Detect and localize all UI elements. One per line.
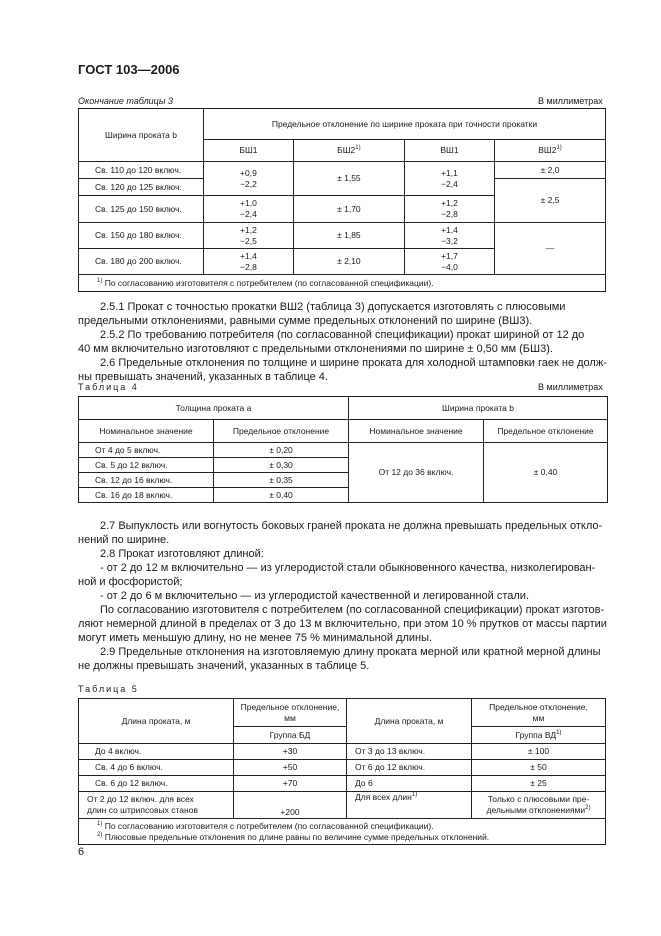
t4-sub-deviation: Предельное отклонение: [484, 420, 608, 443]
para-line: 2.7 Выпуклость или вогнутость боковых граней проката не должна превышать предельных откло-: [100, 520, 603, 532]
para-line: ной и фосфористой;: [78, 576, 183, 588]
page-number: 6: [78, 846, 85, 858]
t3-sub-vsh1: ВШ1: [404, 140, 494, 162]
t3-footnote: $^{1)}$ По согласованию изготовителя с потребителем (по согласованной спецификации).: [79, 275, 606, 292]
t5-dev-d: ± 50: [472, 760, 606, 776]
para-line: По согласованию изготовителя с потребителем (по согласованной спецификации) прокат изготов-: [100, 604, 605, 616]
t4-sub-deviation: Предельное отклонение: [214, 420, 349, 443]
t4-nominal: Св. 5 до 12 включ.: [79, 458, 214, 473]
t5-length-c: От 6 до 12 включ.: [347, 760, 472, 776]
t4-deviation: ± 0,35: [214, 473, 349, 488]
standard-title: ГОСТ 103—2006: [78, 62, 180, 77]
t3-bsh2: ± 2,10: [293, 249, 404, 275]
t5-group-vd: Группа ВД$^{1)}$: [472, 727, 606, 744]
t3-vsh1: +1,4 −3,2: [404, 223, 494, 249]
para-line: нений по ширине.: [78, 534, 170, 546]
t3-vsh1: +1,2 −2,8: [404, 196, 494, 223]
t5-length-a: От 2 до 12 включ. для всех длин со штрипсовых станов: [79, 792, 234, 819]
t5-length-c: До 6: [347, 776, 472, 792]
t4-sub-nominal: Номинальное значение: [79, 420, 214, 443]
t5-dev-d: ± 100: [472, 744, 606, 760]
t5-dev-b: +200: [234, 792, 347, 819]
t3-sub-vsh2: ВШ2$^{1)}$: [495, 140, 606, 162]
t4-sub-nominal: Номинальное значение: [349, 420, 484, 443]
t5-length-c: Для всех длин$^{1)}$: [347, 792, 472, 819]
t3-sub-bsh1: БШ1: [204, 140, 294, 162]
t5-dev-d: ± 25: [472, 776, 606, 792]
t4-nominal: Св. 12 до 16 включ.: [79, 473, 214, 488]
t3-bsh2: ± 1,70: [293, 196, 404, 223]
t5-length-a: Св. 4 до 6 включ.: [79, 760, 234, 776]
table3-caption: Окончание таблицы 3: [78, 96, 173, 106]
t4-deviation: ± 0,30: [214, 458, 349, 473]
table5-caption: Таблица 5: [78, 684, 139, 694]
para-line: 2.9 Предельные отклонения на изготовляемую длину проката мерной или кратной мерной длины: [100, 646, 601, 658]
t5-head-dev: Предельное отклонение, мм: [472, 699, 606, 727]
t3-vsh2: —: [495, 223, 606, 275]
para-line: 2.5.1 Прокат с точностью прокатки ВШ2 (таблица 3) допускается изготовлять с плюсовыми: [100, 301, 566, 313]
t4-head-width: Ширина проката b: [349, 397, 608, 420]
t5-length-a: До 4 включ.: [79, 744, 234, 760]
t5-length-c: От 3 до 13 включ.: [347, 744, 472, 760]
para-line: ны превышать значений, указанных в таблице 4.: [78, 371, 328, 383]
t5-head-length: Длина проката, м: [79, 699, 234, 744]
t4-width-nominal: От 12 до 36 включ.: [349, 443, 484, 503]
t3-vsh2: ± 2,5: [495, 179, 606, 223]
t4-width-deviation: ± 0,40: [484, 443, 608, 503]
para-line: не должны превышать значений, указанных в таблице 5.: [78, 660, 370, 672]
table4-units: В миллиметрах: [538, 382, 603, 392]
t5-footnotes: $^{1)}$ По согласованию изготовителя с потребителем (по согласованной спецификации). $^{2)}$ Плюсовые предельные отклонения по длине равны по величине сумме предельных отклонений.: [79, 819, 606, 845]
t5-group-bd: Группа БД: [234, 727, 347, 744]
t3-head-dev: Предельное отклонение по ширине проката при точности прокатки: [204, 109, 606, 140]
t4-deviation: ± 0,20: [214, 443, 349, 458]
t3-vsh1: +1,7 −4,0: [404, 249, 494, 275]
t3-bsh1: +1,2 −2,5: [204, 223, 294, 249]
t3-width: Св. 120 до 125 включ.: [79, 179, 204, 196]
t3-width: Св. 125 до 150 включ.: [79, 196, 204, 223]
paragraphs-2-7-2-9: [78, 519, 608, 673]
t3-bsh2: ± 1,85: [293, 223, 404, 249]
para-line: 40 мм включительно изготовляют с предельными отклонениями по ширине ± 0,50 мм (БШ3).: [78, 343, 553, 355]
table4-caption: Таблица 4: [78, 382, 139, 392]
t5-head-length: Длина проката, м: [347, 699, 472, 744]
t4-head-thickness: Толщина проката a: [79, 397, 349, 420]
para-line: 2.8 Прокат изготовляют длиной:: [100, 548, 264, 560]
table-3: [78, 108, 606, 292]
t3-vsh2: ± 2,0: [495, 162, 606, 179]
t5-dev-b: +30: [234, 744, 347, 760]
paragraphs-2-5: [78, 300, 608, 384]
t5-head-dev: Предельное отклонение, мм: [234, 699, 347, 727]
t5-dev-b: +70: [234, 776, 347, 792]
t3-bsh1: [204, 162, 294, 196]
t5-length-a: Св. 6 до 12 включ.: [79, 776, 234, 792]
para-line: - от 2 до 6 м включительно — из углеродистой качественной и легированной стали.: [100, 590, 529, 602]
table-5: [78, 698, 606, 845]
para-line: предельными отклонениями, равными сумме предельных отклонений по ширине (ВШ3).: [78, 315, 533, 327]
para-line: 2.5.2 По требованию потребителя (по согласованной спецификации) прокат шириной от 12 до: [100, 329, 585, 341]
para-line: ляют немерной длиной в пределах от 3 до 13 м включительно, при этом 10 % прутков от массы партии: [78, 618, 607, 630]
t5-dev-b: +50: [234, 760, 347, 776]
table3-units: В миллиметрах: [538, 96, 603, 106]
t3-width: Св. 110 до 120 включ.: [79, 162, 204, 179]
t4-deviation: ± 0,40: [214, 488, 349, 503]
t4-nominal: От 4 до 5 включ.: [79, 443, 214, 458]
t3-width: Св. 180 до 200 включ.: [79, 249, 204, 275]
t4-nominal: Св. 16 до 18 включ.: [79, 488, 214, 503]
t3-bsh1: +1,0 −2,4: [204, 196, 294, 223]
t3-bsh1: +1,4 −2,8: [204, 249, 294, 275]
t5-dev-d: Только с плюсовыми пре- дельными отклонениями$^{2)}$: [472, 792, 606, 819]
t3-bsh1-plus: +0,9 −2,2: [240, 167, 257, 189]
table-4: [78, 396, 608, 503]
t3-head-width: Ширина проката b: [79, 109, 204, 162]
t3-vsh1: +1,1 −2,4: [404, 162, 494, 196]
t3-sub-bsh2: БШ2$^{1)}$: [293, 140, 404, 162]
para-line: - от 2 до 12 м включительно — из углеродистой стали обыкновенного качества, низколегирован-: [100, 562, 596, 574]
t3-bsh2: ± 1,55: [293, 162, 404, 196]
t3-width: Св. 150 до 180 включ.: [79, 223, 204, 249]
para-line: могут иметь меньшую длину, но не менее 75 % минимальной длины.: [78, 632, 433, 644]
para-line: 2.6 Предельные отклонения по толщине и ширине проката для холодной штамповки гаек не долж-: [100, 357, 607, 369]
